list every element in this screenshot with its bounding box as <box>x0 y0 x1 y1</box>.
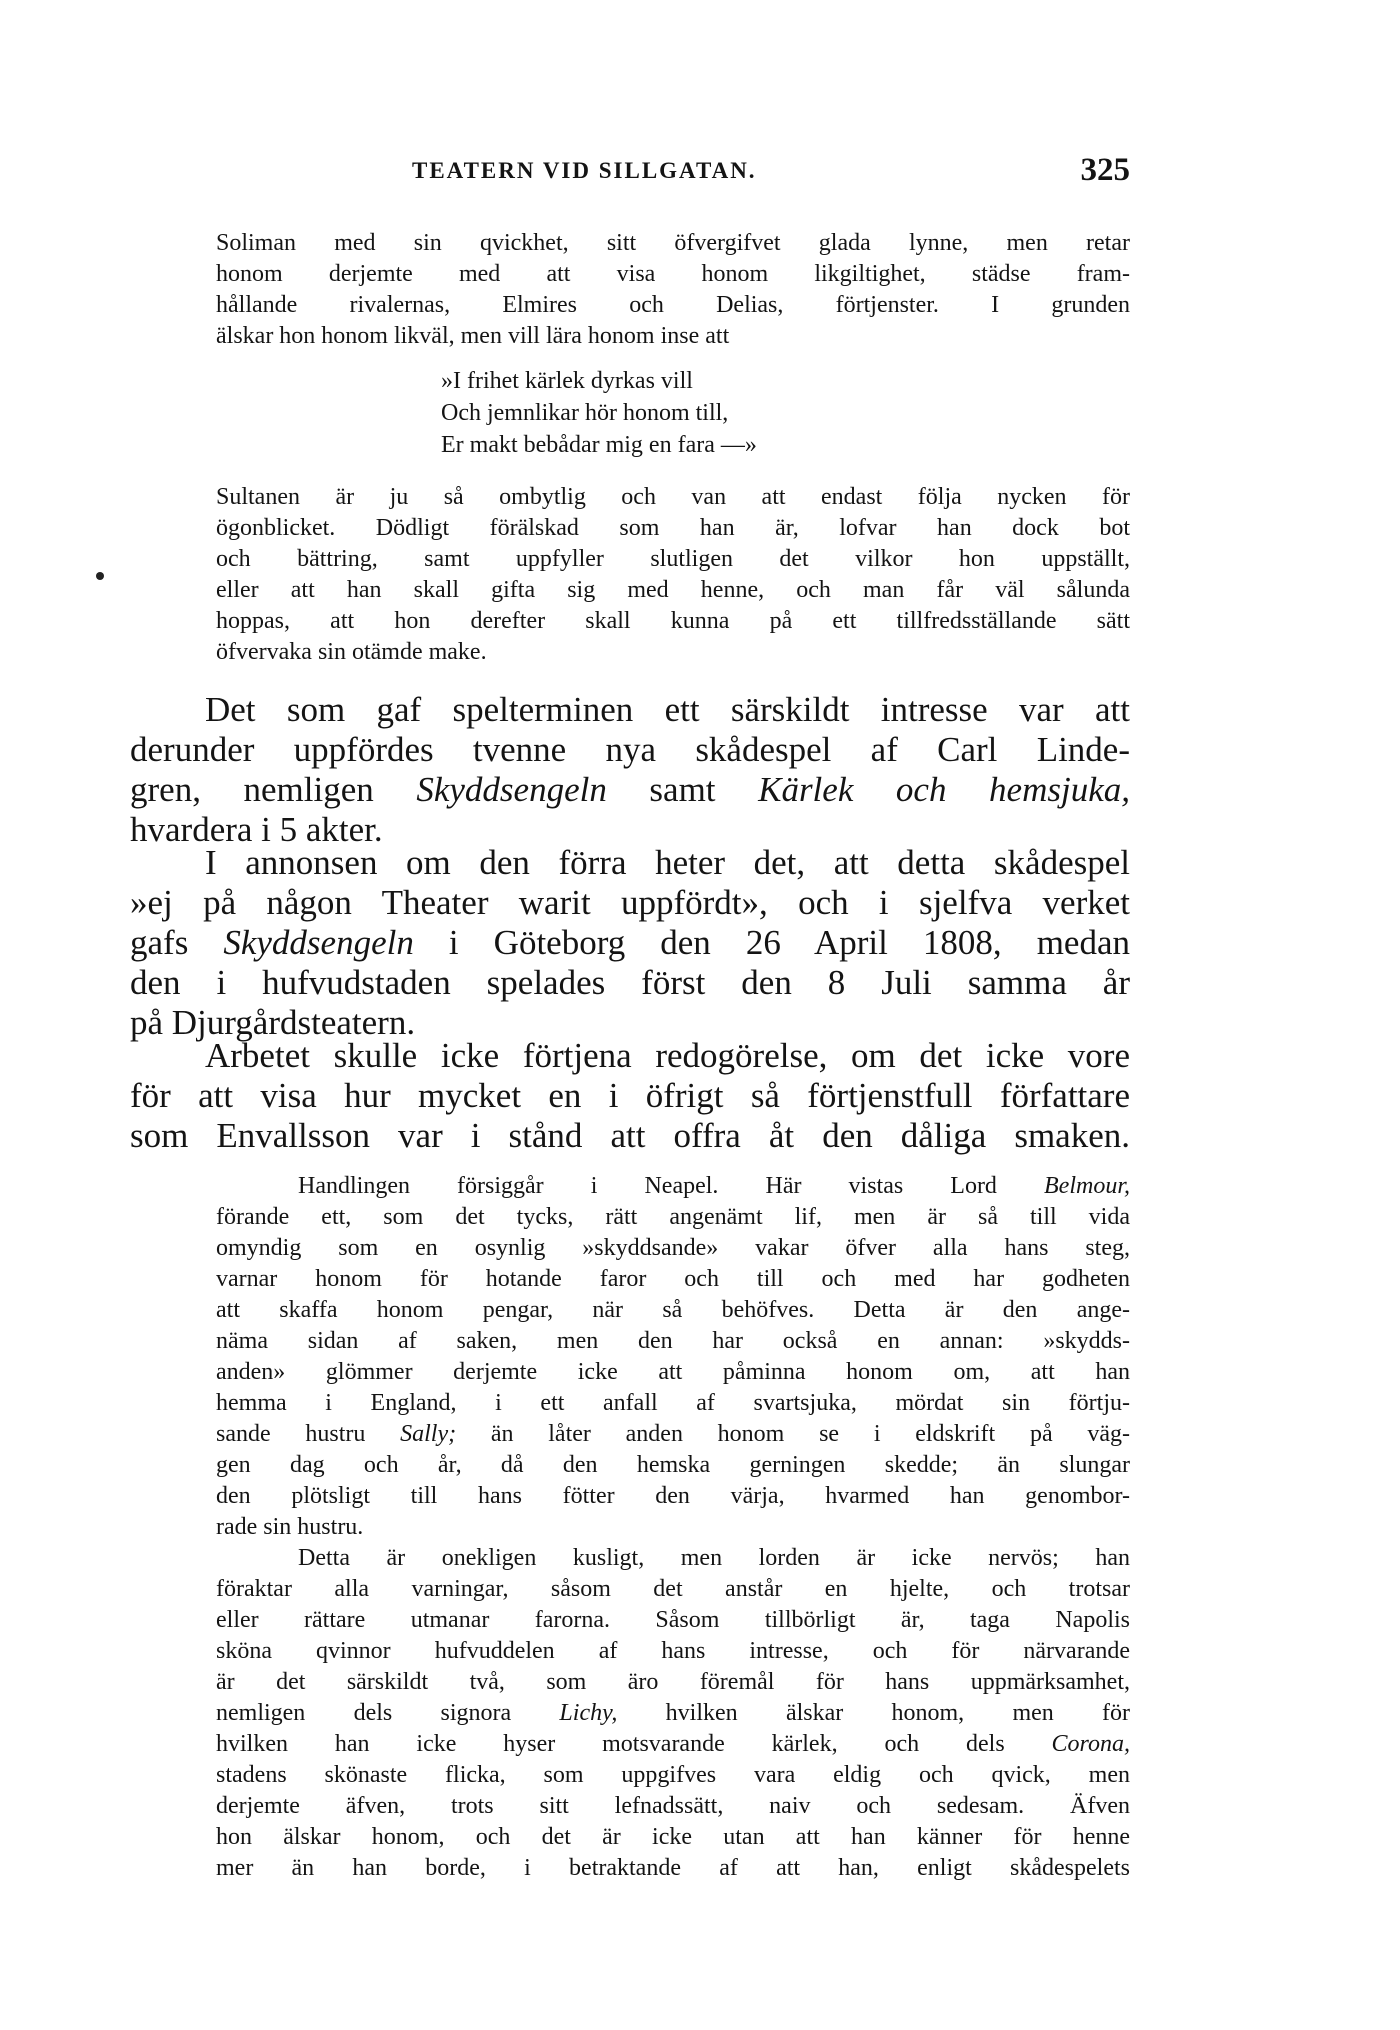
text-run: gren, nemligen <box>130 770 417 809</box>
text-line: gen dag och år, då den hemska gerningen skedde; än slungar <box>216 1452 1130 1478</box>
text-line <box>216 1419 1130 1450</box>
paragraph-sultanen <box>216 482 1130 668</box>
text-line <box>216 1171 1130 1202</box>
text-line: älskar hon honom likväl, men vill lära honom inse att <box>216 323 730 349</box>
text-run: sande hustru <box>216 1421 401 1447</box>
text-line: som Envallsson var i stånd att offra åt den dåliga smaken. <box>130 1116 1130 1155</box>
text-run: hvilken älskar honom, men för <box>617 1700 1131 1726</box>
text-line: anden» glömmer derjemte icke att påminna honom om, att han <box>216 1359 1130 1385</box>
text-line: eller rättare utmanar farorna. Såsom tillbörligt är, taga Napolis <box>216 1607 1130 1633</box>
page-number: 325 <box>1080 152 1130 188</box>
text-run: i Göteborg den 26 April 1808, medan <box>413 923 1130 962</box>
text-run: gafs <box>130 923 224 962</box>
text-line: Arbetet skulle icke förtjena redogörelse, om det icke vore <box>205 1036 1130 1075</box>
character-name: Belmour, <box>1044 1173 1130 1199</box>
text-line: hållande rivalernas, Elmires och Delias, förtjenster. I grunden <box>216 292 1130 318</box>
paragraph-detta <box>216 1543 1130 1884</box>
paragraph-annonsen <box>130 843 1130 1043</box>
text-line: föraktar alla varningar, såsom det anstår en hjelte, och trotsar <box>216 1576 1130 1602</box>
text-line: på Djurgårdsteatern. <box>130 1003 416 1042</box>
text-line: näma sidan af saken, men den har också en annan: »skydds- <box>216 1328 1130 1354</box>
text-line: hvardera i 5 akter. <box>130 810 383 849</box>
text-line <box>216 1729 1130 1760</box>
text-line: varnar honom för hotande faror och till och med har godheten <box>216 1266 1130 1292</box>
text-line: den i hufvudstaden spelades först den 8 Juli samma år <box>130 963 1130 1002</box>
paragraph-handlingen <box>216 1171 1130 1543</box>
running-title: TEATERN VID SILLGATAN. <box>412 158 757 183</box>
character-name: Lichy, <box>559 1700 618 1726</box>
text-run: Handlingen försiggår i Neapel. Här vistas Lord <box>298 1173 1044 1199</box>
text-line: den plötsligt till hans fötter den värja, hvarmed han genombor- <box>216 1483 1130 1509</box>
text-run: samt <box>606 770 759 809</box>
verse-quote <box>441 365 941 461</box>
text-line: sköna qvinnor hufvuddelen af hans intresse, och för närvarande <box>216 1638 1130 1664</box>
text-line: derjemte äfven, trots sitt lefnadssätt, naiv och sedesam. Äfven <box>216 1793 1130 1819</box>
margin-dot <box>96 572 104 580</box>
character-name: Corona, <box>1051 1731 1130 1757</box>
text-line <box>216 1698 1130 1729</box>
text-line: stadens skönaste flicka, som uppgifves vara eldig och qvick, men <box>216 1762 1130 1788</box>
text-line: att skaffa honom pengar, när så behöfves. Detta är den ange- <box>216 1297 1130 1323</box>
text-line: honom derjemte med att visa honom likgiltighet, städse fram- <box>216 261 1130 287</box>
play-title: Kärlek och hemsjuka, <box>758 770 1130 809</box>
running-head <box>130 152 1130 196</box>
text-line: förande ett, som det tycks, rätt angenämt lif, men är så till vida <box>216 1204 1130 1230</box>
paragraph-soliman <box>216 228 1130 352</box>
text-line: Detta är onekligen kusligt, men lorden är icke nervös; han <box>298 1545 1130 1571</box>
text-run: än låter anden honom se i eldskrift på väg- <box>456 1421 1130 1447</box>
text-line: och bättring, samt uppfyller slutligen det vilkor hon uppställt, <box>216 546 1130 572</box>
text-line: Det som gaf spelterminen ett särskildt intresse var att <box>205 690 1130 729</box>
verse-line: »I frihet kärlek dyrkas vill <box>441 368 693 394</box>
text-line: derunder uppfördes tvenne nya skådespel af Carl Linde- <box>130 730 1130 769</box>
text-run: nemligen dels signora <box>216 1700 560 1726</box>
text-line: för att visa hur mycket en i öfrigt så förtjenstfull författare <box>130 1076 1130 1115</box>
text-line <box>130 770 1130 810</box>
text-line: hon älskar honom, och det är icke utan att han känner för henne <box>216 1824 1130 1850</box>
text-line: Sultanen är ju så ombytlig och van att endast följa nycken för <box>216 484 1130 510</box>
verse-line: Och jemnlikar hör honom till, <box>441 400 729 426</box>
text-run: hvilken han icke hyser motsvarande kärlek, och dels <box>216 1731 1052 1757</box>
paragraph-arbetet <box>130 1036 1130 1156</box>
text-line: I annonsen om den förra heter det, att detta skådespel <box>205 843 1130 882</box>
text-line: Soliman med sin qvickhet, sitt öfvergifvet glada lynne, men retar <box>216 230 1130 256</box>
character-name: Sally; <box>400 1421 457 1447</box>
text-line: hemma i England, i ett anfall af svartsjuka, mördat sin förtju- <box>216 1390 1130 1416</box>
play-title: Skyddsengeln <box>416 770 607 809</box>
paragraph-spelterminen <box>130 690 1130 850</box>
text-line: »ej på någon Theater warit uppfördt», och i sjelfva verket <box>130 883 1130 922</box>
verse-line: Er makt bebådar mig en fara —» <box>441 432 757 458</box>
text-line: öfvervaka sin otämde make. <box>216 639 487 665</box>
text-line: är det särskildt två, som äro föremål för hans uppmärksamhet, <box>216 1669 1130 1695</box>
play-title: Skyddsengeln <box>223 923 414 962</box>
text-line: omyndig som en osynlig »skyddsande» vakar öfver alla hans steg, <box>216 1235 1130 1261</box>
text-line <box>130 923 1130 963</box>
text-line: rade sin hustru. <box>216 1514 364 1540</box>
text-line: ögonblicket. Dödligt förälskad som han är, lofvar han dock bot <box>216 515 1130 541</box>
text-line: eller att han skall gifta sig med henne, och man får väl sålunda <box>216 577 1130 603</box>
text-line: mer än han borde, i betraktande af att han, enligt skådespelets <box>216 1855 1130 1881</box>
text-line: hoppas, att hon derefter skall kunna på ett tillfredsställande sätt <box>216 608 1130 634</box>
